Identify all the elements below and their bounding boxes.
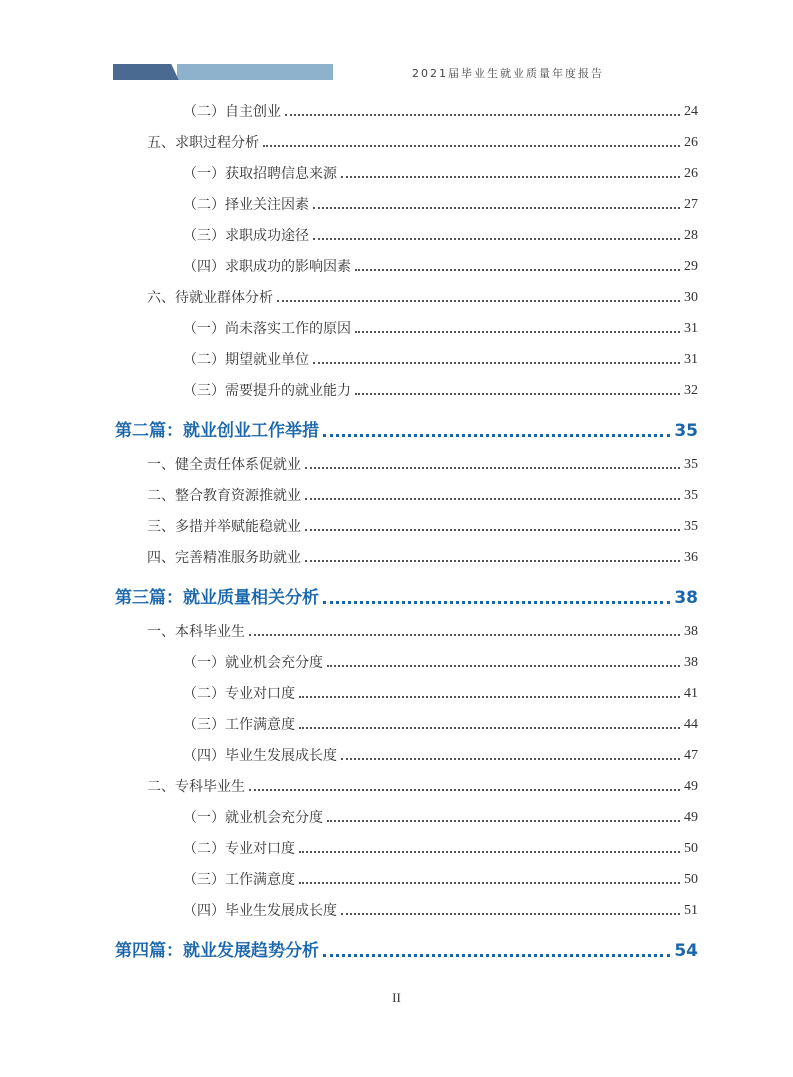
toc-entry-label: 第三篇：就业质量相关分析 <box>115 587 323 609</box>
toc-subsection-entry[interactable] <box>0 226 793 250</box>
toc-leader-dots <box>323 432 670 437</box>
toc-entry-page: 54 <box>674 941 698 961</box>
toc-entry-page: 44 <box>684 717 698 732</box>
toc-entry-page: 51 <box>684 903 698 918</box>
toc-section-entry[interactable] <box>0 622 793 646</box>
header-decoration <box>113 64 333 80</box>
toc-leader-dots <box>299 849 680 853</box>
toc-subsection-entry[interactable] <box>0 381 793 405</box>
toc-leader-dots <box>341 756 680 760</box>
toc-entry-label: （四）毕业生发展成长度 <box>183 901 341 921</box>
toc-entry-page: 26 <box>684 135 698 150</box>
toc-entry-page: 32 <box>684 383 698 398</box>
toc-subsection-entry[interactable] <box>0 684 793 708</box>
toc-leader-dots <box>305 496 680 500</box>
toc-leader-dots <box>327 818 680 822</box>
toc-entry-page: 35 <box>684 457 698 472</box>
toc-entry-label: （一）就业机会充分度 <box>183 653 327 673</box>
toc-entry-page: 35 <box>684 488 698 503</box>
toc-subsection-entry[interactable] <box>0 257 793 281</box>
toc-entry-page: 30 <box>684 290 698 305</box>
toc-section-entry[interactable] <box>0 486 793 510</box>
toc-entry-page: 41 <box>684 686 698 701</box>
toc-leader-dots <box>299 880 680 884</box>
toc-section-entry[interactable] <box>0 517 793 541</box>
toc-leader-dots <box>299 694 680 698</box>
toc-entry-page: 49 <box>684 779 698 794</box>
toc-section-entry[interactable] <box>0 777 793 801</box>
page-number: II <box>392 990 401 1005</box>
toc-entry-label: 一、本科毕业生 <box>147 622 249 642</box>
toc-entry-label: 二、专科毕业生 <box>147 777 249 797</box>
toc-entry-label: （三）工作满意度 <box>183 870 299 890</box>
toc-entry-label: （一）获取招聘信息来源 <box>183 164 341 184</box>
toc-leader-dots <box>355 391 680 395</box>
toc-entry-page: 24 <box>684 104 698 119</box>
toc-subsection-entry[interactable] <box>0 870 793 894</box>
toc-entry-label: （一）就业机会充分度 <box>183 808 327 828</box>
toc-subsection-entry[interactable] <box>0 808 793 832</box>
toc-entry-label: （二）自主创业 <box>183 102 285 122</box>
toc-leader-dots <box>355 267 680 271</box>
toc-entry-page: 36 <box>684 550 698 565</box>
toc-entry-page: 38 <box>684 655 698 670</box>
toc-entry-label: 六、待就业群体分析 <box>147 288 277 308</box>
toc-entry-label: （二）期望就业单位 <box>183 350 313 370</box>
toc-entry-page: 47 <box>684 748 698 763</box>
toc-entry-label: （二）专业对口度 <box>183 684 299 704</box>
toc-entry-label: （三）需要提升的就业能力 <box>183 381 355 401</box>
toc-entry-page: 26 <box>684 166 698 181</box>
toc-entry-page: 38 <box>684 624 698 639</box>
toc-subsection-entry[interactable] <box>0 319 793 343</box>
toc-part-entry[interactable] <box>0 940 793 964</box>
toc-entry-label: （二）择业关注因素 <box>183 195 313 215</box>
toc-entry-label: 二、整合教育资源推就业 <box>147 486 305 506</box>
toc-entry-label: 三、多措并举赋能稳就业 <box>147 517 305 537</box>
toc-part-entry[interactable] <box>0 420 793 444</box>
toc-entry-label: （三）工作满意度 <box>183 715 299 735</box>
toc-leader-dots <box>341 911 680 915</box>
toc-leader-dots <box>249 632 680 636</box>
toc-subsection-entry[interactable] <box>0 715 793 739</box>
toc-leader-dots <box>305 558 680 562</box>
toc-leader-dots <box>277 298 680 302</box>
toc-section-entry[interactable] <box>0 548 793 572</box>
toc-leader-dots <box>305 465 680 469</box>
toc-entry-label: （四）求职成功的影响因素 <box>183 257 355 277</box>
toc-leader-dots <box>355 329 680 333</box>
toc-leader-dots <box>341 174 680 178</box>
toc-entry-label: （二）专业对口度 <box>183 839 299 859</box>
toc-leader-dots <box>323 599 670 604</box>
toc-leader-dots <box>313 205 680 209</box>
toc-entry-label: （四）毕业生发展成长度 <box>183 746 341 766</box>
toc-leader-dots <box>285 112 680 116</box>
toc-section-entry[interactable] <box>0 455 793 479</box>
toc-subsection-entry[interactable] <box>0 102 793 126</box>
toc-entry-label: （三）求职成功途径 <box>183 226 313 246</box>
toc-entry-page: 50 <box>684 872 698 887</box>
toc-subsection-entry[interactable] <box>0 653 793 677</box>
toc-section-entry[interactable] <box>0 133 793 157</box>
toc-subsection-entry[interactable] <box>0 350 793 374</box>
toc-leader-dots <box>263 143 680 147</box>
toc-entry-page: 27 <box>684 197 698 212</box>
toc-entry-page: 35 <box>674 421 698 441</box>
header-title: 2021届毕业生就业质量年度报告 <box>412 67 604 80</box>
toc-entry-page: 35 <box>684 519 698 534</box>
toc-entry-page: 38 <box>674 588 698 608</box>
toc-entry-label: 一、健全责任体系促就业 <box>147 455 305 475</box>
toc-part-entry[interactable] <box>0 587 793 611</box>
toc-leader-dots <box>313 360 680 364</box>
toc-subsection-entry[interactable] <box>0 746 793 770</box>
toc-subsection-entry[interactable] <box>0 195 793 219</box>
toc-subsection-entry[interactable] <box>0 164 793 188</box>
toc-entry-label: 第二篇：就业创业工作举措 <box>115 420 323 442</box>
toc-entry-page: 49 <box>684 810 698 825</box>
toc-subsection-entry[interactable] <box>0 839 793 863</box>
toc-entry-label: 第四篇：就业发展趋势分析 <box>115 940 323 962</box>
toc-entry-label: 四、完善精准服务助就业 <box>147 548 305 568</box>
toc-leader-dots <box>323 952 670 957</box>
toc-entry-page: 28 <box>684 228 698 243</box>
toc-leader-dots <box>305 527 680 531</box>
toc-entry-page: 50 <box>684 841 698 856</box>
toc-leader-dots <box>249 787 680 791</box>
toc-entry-label: 五、求职过程分析 <box>147 133 263 153</box>
toc-entry-page: 29 <box>684 259 698 274</box>
toc-leader-dots <box>299 725 680 729</box>
toc-entry-page: 31 <box>684 321 698 336</box>
toc-section-entry[interactable] <box>0 288 793 312</box>
toc-entry-label: （一）尚未落实工作的原因 <box>183 319 355 339</box>
toc-leader-dots <box>313 236 680 240</box>
toc-entry-page: 31 <box>684 352 698 367</box>
toc-subsection-entry[interactable] <box>0 901 793 925</box>
toc-leader-dots <box>327 663 680 667</box>
